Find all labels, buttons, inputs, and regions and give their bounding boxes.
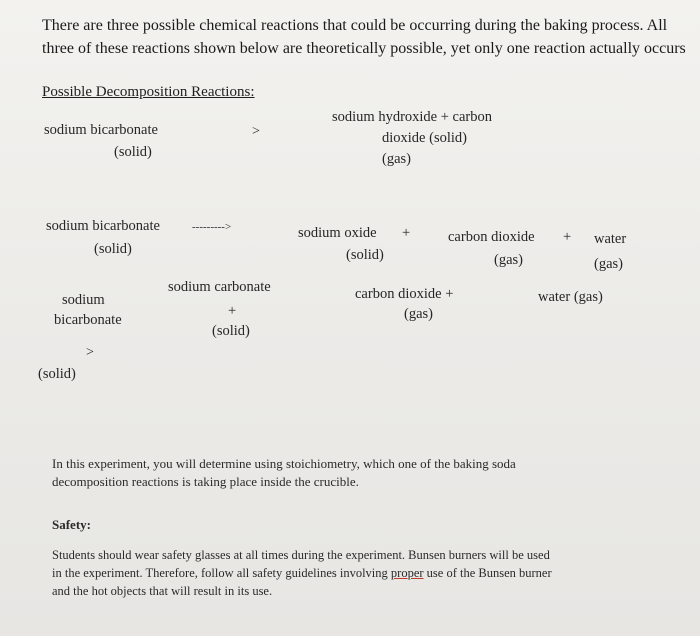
section-heading: Possible Decomposition Reactions: [42,84,255,100]
intro-line-2: three of these reactions shown below are theoretically possible, yet only one reaction actually occurs [42,40,686,57]
safety-line-3: and the hot objects that will result in its use. [52,584,273,598]
reaction2-product2: carbon dioxide [448,229,535,245]
reaction1-reactant: sodium bicarbonate [44,122,158,138]
reaction2-product1-state: (solid) [346,247,384,263]
reaction3-reactant-line2: bicarbonate [54,312,122,328]
safety-line-1: Students should wear safety glasses at all times during the experiment. Bunsen burners will be used [52,548,550,562]
safety-line-2-underlined: proper [390,566,424,580]
reaction1-product-line1: sodium hydroxide + carbon [332,109,492,125]
experiment-line-1: In this experiment, you will determine using stoichiometry, which one of the baking soda [52,456,516,471]
intro-paragraph [42,14,686,60]
experiment-paragraph [52,455,516,491]
reaction2-plus2: + [563,229,572,245]
reaction1-product-line3: (gas) [382,151,411,167]
reaction3-product3: water (gas) [538,289,603,305]
reaction1-product-line2: dioxide (solid) [382,130,467,146]
reaction3-reactant-state: (solid) [38,366,76,382]
intro-line-1: There are three possible chemical reactions that could be occurring during the baking process. All [42,17,668,34]
reaction2-arrow: ---------> [192,221,232,233]
reaction1-reactant-state: (solid) [114,144,152,160]
reaction2-plus1: + [402,225,411,241]
reaction1-arrow: > [252,124,260,139]
reaction3-product1-state: (solid) [212,323,250,339]
reaction2-product2-state: (gas) [494,252,523,268]
safety-line-2 [52,564,552,582]
reaction3-arrow: > [86,345,94,360]
safety-line-2-end: use of the Bunsen burner [426,566,552,580]
reaction2-product3-state: (gas) [594,256,623,272]
reaction2-product1: sodium oxide [298,225,377,241]
reaction3-product1: sodium carbonate [168,279,271,295]
reaction3-product2-state: (gas) [404,306,433,322]
reaction3-plus1: + [228,303,237,319]
reaction2-reactant-state: (solid) [94,241,132,257]
reaction2-reactant: sodium bicarbonate [46,218,160,234]
reaction3-product2: carbon dioxide + [355,286,454,302]
reaction2-product3: water [594,231,627,247]
reaction3-reactant-line1: sodium [62,292,105,308]
experiment-line-2: decomposition reactions is taking place inside the crucible. [52,474,359,489]
safety-title: Safety: [52,517,91,532]
safety-paragraph [52,546,552,600]
safety-line-2-start: in the experiment. Therefore, follow all safety guidelines involving [52,566,388,580]
